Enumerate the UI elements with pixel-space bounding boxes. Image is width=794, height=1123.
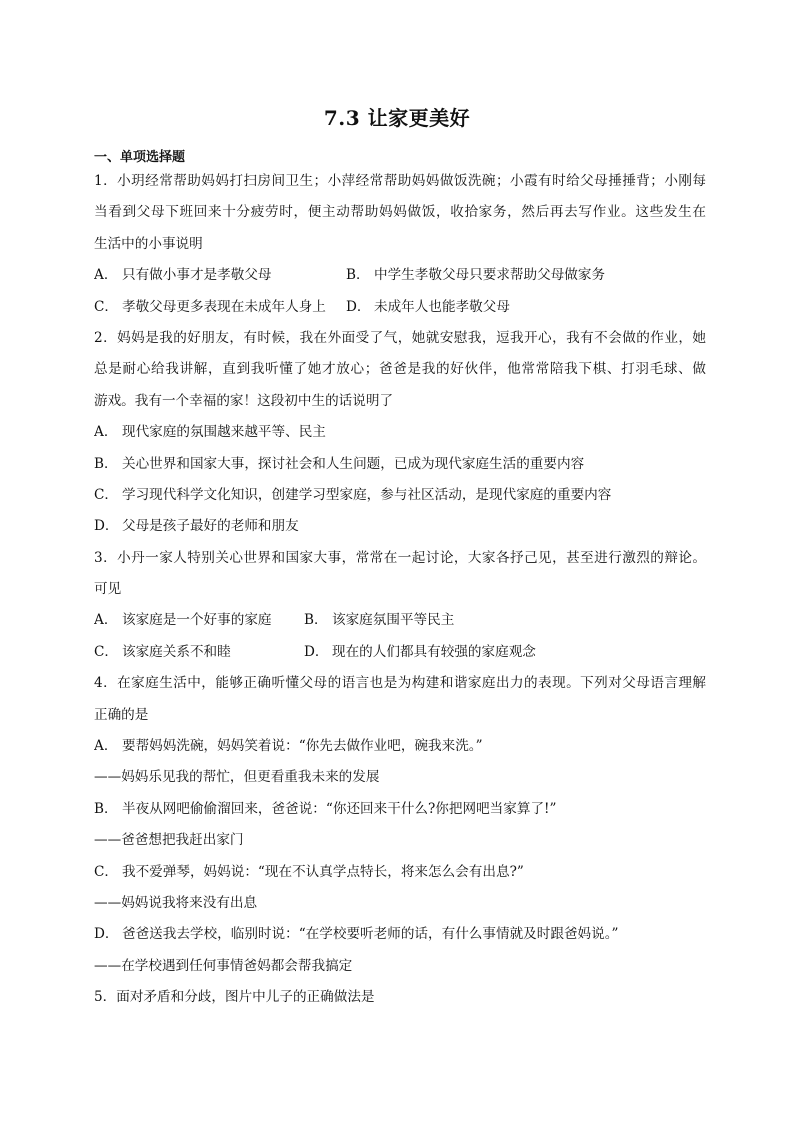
page-title: 7.3 让家更美好 xyxy=(323,106,471,130)
option-b: B． 关心世界和国家大事，探讨社会和人生问题，已成为现代家庭生活的重要内容 xyxy=(94,455,585,472)
option-a: A． 该家庭是一个好事的家庭 xyxy=(94,612,272,629)
question-list xyxy=(94,166,706,1014)
option-c-interpretation: ——妈妈说我将来没有出息 xyxy=(94,894,258,911)
question-stem-line: 正确的是 xyxy=(94,706,149,723)
option-c: C． 学习现代科学文化知识，创建学习型家庭，参与社区活动，是现代家庭的重要内容 xyxy=(94,486,612,503)
option-d: D． 未成年人也能孝敬父母 xyxy=(346,298,510,315)
section-heading: 一、单项选择题 xyxy=(94,150,186,165)
option-b: B． 该家庭氛围平等民主 xyxy=(304,612,455,629)
option-c: C． 该家庭关系不和睦 xyxy=(94,643,231,660)
option-b-interpretation: ——爸爸想把我赶出家门 xyxy=(94,832,244,849)
option-a: A． 现代家庭的氛围越来越平等、民主 xyxy=(94,424,326,441)
option-row xyxy=(94,260,706,291)
question-5 xyxy=(94,982,706,1013)
option-c: C． 我不爱弹琴，妈妈说：“现在不认真学点特长，将来怎么会有出息?” xyxy=(94,863,524,880)
option-a: A． 要帮妈妈洗碗，妈妈笑着说：“你先去做作业吧，碗我来洗。” xyxy=(94,738,483,755)
option-d: D． 父母是孩子最好的老师和朋友 xyxy=(94,518,299,535)
question-4 xyxy=(94,668,706,982)
option-row xyxy=(94,605,706,636)
question-stem-line: 3．小丹一家人特别关心世界和国家大事，常常在一起讨论，大家各抒己见，甚至进行激烈的辩论。 xyxy=(94,549,706,566)
question-1 xyxy=(94,166,706,323)
question-3 xyxy=(94,543,706,669)
option-a-interpretation: ——妈妈乐见我的帮忙，但更看重我未来的发展 xyxy=(94,769,380,786)
option-c: C． 孝敬父母更多表现在未成年人身上 xyxy=(94,298,326,315)
question-stem-line: 2．妈妈是我的好朋友，有时候，我在外面受了气，她就安慰我，逗我开心，我有不会做的作业，她 xyxy=(94,329,706,346)
option-d-interpretation: ——在学校遇到任何事情爸妈都会帮我搞定 xyxy=(94,957,353,974)
option-d: D． 现在的人们都具有较强的家庭观念 xyxy=(304,643,536,660)
option-row xyxy=(94,637,706,668)
question-stem-line: 游戏。我有一个幸福的家！这段初中生的话说明了 xyxy=(94,392,394,409)
option-b: B． 中学生孝敬父母只要求帮助父母做家务 xyxy=(346,267,606,284)
question-stem-line: 当看到父母下班回来十分疲劳时，便主动帮助妈妈做饭，收拾家务，然后再去写作业。这些发生在 xyxy=(94,204,706,221)
question-stem-line: 4．在家庭生活中，能够正确听懂父母的语言也是为构建和谐家庭出力的表现。下列对父母语言理解 xyxy=(94,675,706,692)
option-a: A． 只有做小事才是孝敬父母 xyxy=(94,267,272,284)
question-stem-line: 可见 xyxy=(94,581,122,598)
option-d: D． 爸爸送我去学校，临别时说：“在学校要听老师的话，有什么事情就及时跟爸妈说。” xyxy=(94,926,619,943)
option-row xyxy=(94,292,706,323)
question-stem-line: 1．小玥经常帮助妈妈打扫房间卫生；小萍经常帮助妈妈做饭洗碗；小霞有时给父母捶捶背；小刚每 xyxy=(94,173,706,189)
question-stem-line: 生活中的小事说明 xyxy=(94,235,203,252)
question-stem-line: 总是耐心给我讲解，直到我听懂了她才放心；爸爸是我的好伙伴，他常常陪我下棋、打羽毛球、做 xyxy=(94,361,706,378)
option-b: B． 半夜从网吧偷偷溜回来，爸爸说：“你还回来干什么?你把网吧当家算了!” xyxy=(94,800,557,817)
question-2 xyxy=(94,323,706,543)
question-stem-line: 5．面对矛盾和分歧，图片中儿子的正确做法是 xyxy=(94,989,375,1006)
